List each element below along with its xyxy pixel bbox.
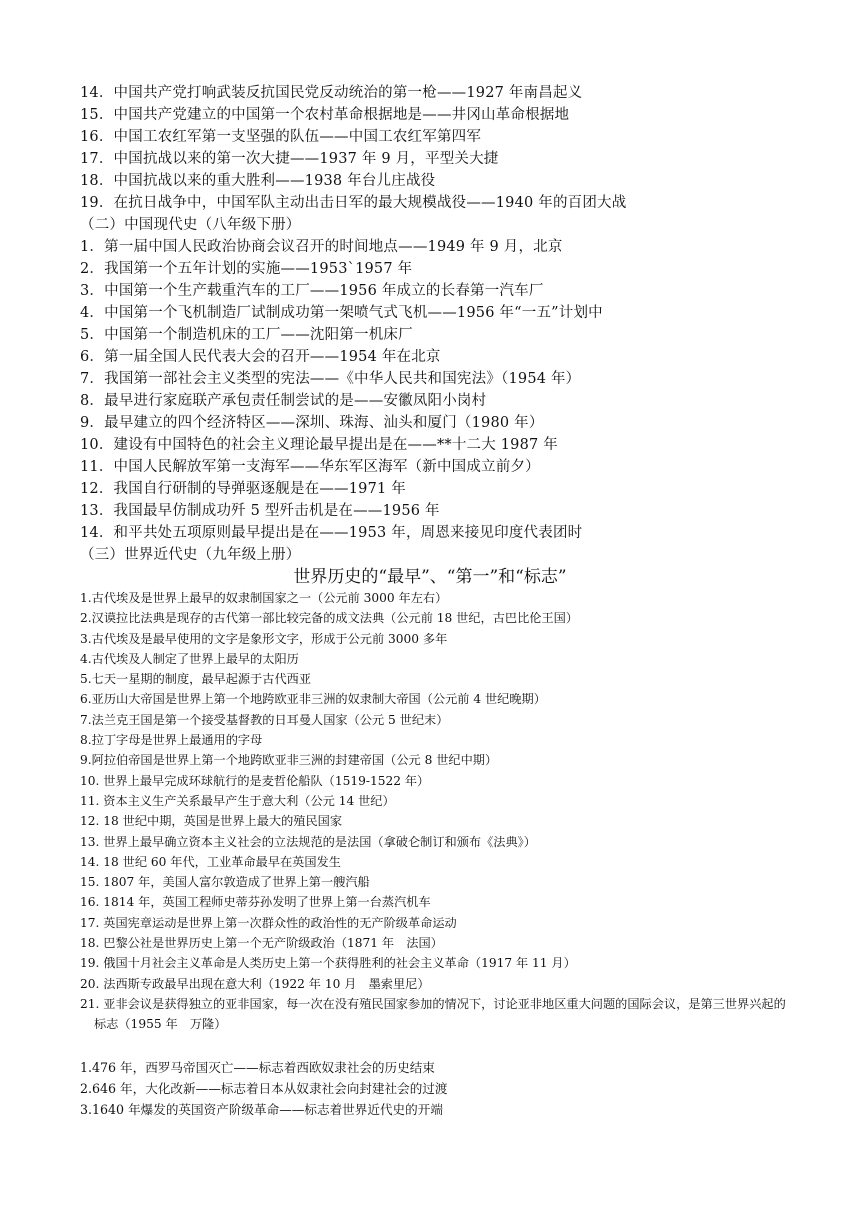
list-item: 3.古代埃及是最早使用的文字是象形文字，形成于公元前 3000 多年	[80, 631, 448, 646]
list-item: 12．我国自行研制的导弹驱逐舰是在——1971 年	[80, 481, 406, 497]
list-item: 13．我国最早仿制成功歼 5 型歼击机是在——1956 年	[80, 503, 440, 519]
page-title: 世界历史的“最早”、“第一”和“标志”	[293, 567, 567, 587]
list-item: 12. 18 世纪中期，英国是世界上最大的殖民国家	[80, 814, 343, 829]
list-item: 6.亚历山大帝国是世界上第一个地跨欧亚非三洲的奴隶制大帝国（公元前 4 世纪晚期）	[80, 692, 546, 707]
list-item: 3.1640 年爆发的英国资产阶级革命——标志着世界近代史的开端	[80, 1101, 443, 1117]
list-item: 1．第一届中国人民政治协商会议召开的时间地点——1949 年 9 月，北京	[80, 239, 563, 255]
world-firsts-list	[80, 588, 786, 1035]
section-a-list	[80, 82, 780, 566]
list-item: 10．建设有中国特色的社会主义理论最早提出是在——**十二大 1987 年	[80, 437, 558, 453]
list-item: 17．中国抗战以来的第一次大捷——1937 年 9 月，平型关大捷	[80, 151, 499, 167]
list-item: 14．中国共产党打响武装反抗国民党反动统治的第一枪——1927 年南昌起义	[80, 85, 583, 101]
list-item: 10. 世界上最早完成环球航行的是麦哲伦船队（1519-1522 年）	[80, 773, 430, 788]
list-item: 7.法兰克王国是第一个接受基督教的日耳曼人国家（公元 5 世纪末）	[80, 712, 449, 727]
list-item: 18．中国抗战以来的重大胜利——1938 年台儿庄战役	[80, 173, 436, 189]
list-item: 4.古代埃及人制定了世界上最早的太阳历	[80, 651, 299, 666]
list-item: 9.阿拉伯帝国是世界上第一个地跨欧亚非三洲的封建帝国（公元 8 世纪中期）	[80, 753, 498, 768]
list-item: 2.汉谟拉比法典是现存的古代第一部比较完备的成文法典（公元前 18 世纪，古巴比伦王国）	[80, 611, 579, 626]
list-item: 11．中国人民解放军第一支海军——华东军区海军（新中国成立前夕）	[80, 459, 540, 475]
list-item: 2．我国第一个五年计划的实施——1953`1957 年	[80, 261, 413, 277]
document-page	[80, 82, 786, 1120]
list-item: 5.七天一星期的制度，最早起源于古代西亚	[80, 672, 312, 687]
list-item: 5．中国第一个制造机床的工厂——沈阳第一机床厂	[80, 327, 413, 343]
list-item: 7．我国第一部社会主义类型的宪法——《中华人民共和国宪法》（1954 年）	[80, 371, 581, 387]
list-item: 8.拉丁字母是世界上最通用的字母	[80, 733, 263, 748]
list-item: 15. 1807 年，美国人富尔敦造成了世界上第一艘汽船	[80, 875, 370, 890]
list-item: 21. 亚非会议是获得独立的亚非国家，每一次在没有殖民国家参加的情况下，讨论亚非地区重大问题的国际会议，是第三世界兴起的标志（1955 年 万隆）	[80, 996, 786, 1032]
list-item: 1.476 年，西罗马帝国灭亡——标志着西欧奴隶社会的历史结束	[80, 1059, 435, 1075]
list-item: 2.646 年，大化改新——标志着日本从奴隶社会向封建社会的过渡	[80, 1080, 448, 1096]
list-item: 9．最早建立的四个经济特区——深圳、珠海、汕头和厦门（1980 年）	[80, 415, 544, 431]
list-item: 1.古代埃及是世界上最早的奴隶制国家之一（公元前 3000 年左右）	[80, 591, 448, 605]
list-item: 16. 1814 年，英国工程师史蒂芬孙发明了世界上第一台蒸汽机车	[80, 895, 431, 910]
list-item: 15．中国共产党建立的中国第一个农村革命根据地是——井冈山革命根据地	[80, 107, 570, 123]
section-heading: （二）中国现代史（八年级下册）	[80, 217, 301, 233]
list-item: 3．中国第一个生产载重汽车的工厂——1956 年成立的长春第一汽车厂	[80, 283, 544, 299]
list-item: 8．最早进行家庭联产承包责任制尝试的是——安徽凤阳小岗村	[80, 393, 487, 409]
marks-list	[80, 1057, 780, 1120]
list-item: 19．在抗日战争中，中国军队主动出击日军的最大规模战役——1940 年的百团大战	[80, 195, 627, 211]
list-item: 19. 俄国十月社会主义革命是人类历史上第一个获得胜利的社会主义革命（1917 年 11 月）	[80, 956, 576, 971]
list-item: 14. 18 世纪 60 年代，工业革命最早在英国发生	[80, 854, 341, 869]
list-item: 6．第一届全国人民代表大会的召开——1954 年在北京	[80, 349, 441, 365]
list-item: 4．中国第一个飞机制造厂试制成功第一架喷气式飞机——1956 年“一五”计划中	[80, 305, 603, 321]
list-item: 16．中国工农红军第一支坚强的队伍——中国工农红军第四军	[80, 129, 482, 145]
list-item: 20. 法西斯专政最早出现在意大利（1922 年 10 月 墨索里尼）	[80, 976, 430, 991]
list-item: 18. 巴黎公社是世界历史上第一个无产阶级政治（1871 年 法国）	[80, 936, 443, 951]
list-item: 13. 世界上最早确立资本主义社会的立法规范的是法国（拿破仑制订和颁布《法典》）	[80, 834, 536, 849]
list-item: 14．和平共处五项原则最早提出是在——1953 年，周恩来接见印度代表团时	[80, 525, 583, 541]
spacer	[80, 1035, 780, 1057]
list-item: 11. 资本主义生产关系最早产生于意大利（公元 14 世纪）	[80, 793, 395, 808]
section-heading: （三）世界近代史（九年级上册）	[80, 547, 301, 563]
list-item: 17. 英国宪章运动是世界上第一次群众性的政治性的无产阶级革命运动	[80, 915, 457, 930]
